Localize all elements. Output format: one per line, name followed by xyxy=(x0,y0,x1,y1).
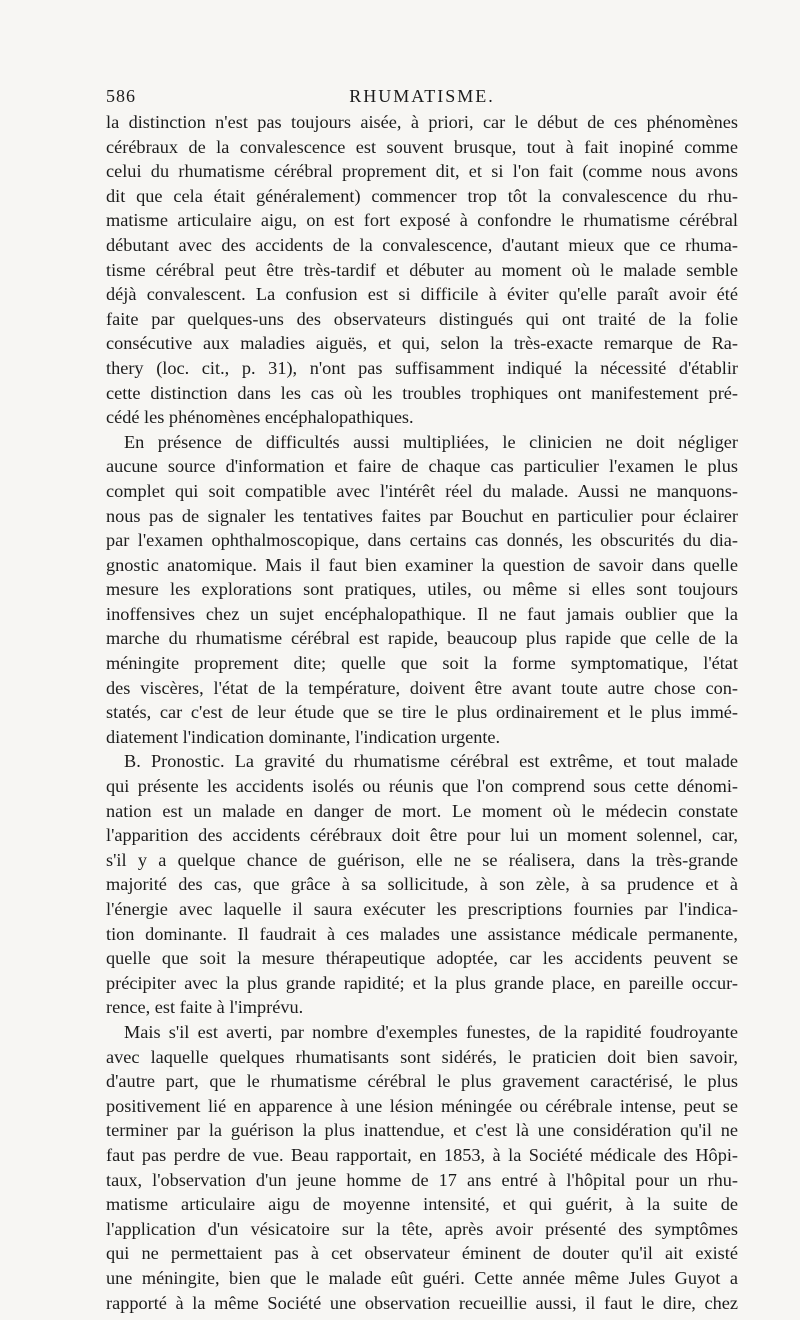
body-text xyxy=(106,110,738,1315)
text-line: statés, car c'est de leur étude que se tire le plus ordinairement et le plus immé- xyxy=(106,702,738,723)
text-line: complet qui soit compatible avec l'intérêt réel du malade. Aussi ne manquons- xyxy=(106,480,738,501)
paragraph-3 xyxy=(106,749,738,1020)
text-line: s'il y a quelque chance de guérison, elle ne se réalisera, dans la très-grande xyxy=(106,849,738,870)
text-line: positivement lié en apparence à une lésion méningée ou cérébrale intense, peut se xyxy=(106,1095,738,1116)
text-line: débutant avec des accidents de la convalescence, d'autant mieux que ce rhuma- xyxy=(106,234,738,255)
text-line: inoffensives chez un sujet encéphalopathique. Il ne faut jamais oublier que la xyxy=(106,603,738,624)
text-line: méningite proprement dite; quelle que soit la forme symptomatique, l'état xyxy=(106,653,738,674)
text-line: déjà convalescent. La confusion est si difficile à éviter qu'elle paraît avoir été xyxy=(106,284,738,305)
text-line: des viscères, l'état de la température, doivent être avant toute autre chose con- xyxy=(106,677,738,698)
text-line: rapporté à la même Société une observation recueillie aussi, il faut le dire, chez xyxy=(106,1292,738,1313)
text-line: consécutive aux maladies aiguës, et qui, selon la très-exacte remarque de Ra- xyxy=(106,333,738,354)
text-line: d'autre part, que le rhumatisme cérébral le plus gravement caractérisé, le plus xyxy=(106,1071,738,1092)
text-line: aucune source d'information et faire de chaque cas particulier l'examen le plus xyxy=(106,456,738,477)
text-line: faite par quelques-uns des observateurs distingués qui ont traité de la folie xyxy=(106,308,738,329)
text-line: une méningite, bien que le malade eût guéri. Cette année même Jules Guyot a xyxy=(106,1267,738,1288)
page-header xyxy=(106,86,738,110)
text-line: diatement l'indication dominante, l'indication urgente. xyxy=(106,726,501,747)
text-line: qui présente les accidents isolés ou réunis que l'on comprend sous cette dénomi- xyxy=(106,776,738,797)
text-line: matisme articulaire aigu, on est fort exposé à confondre le rhumatisme cérébral xyxy=(106,210,738,231)
paragraph-2 xyxy=(106,430,738,750)
text-line: terminer par la guérison la plus inattendue, et c'est là une considération qu'il ne xyxy=(106,1120,738,1141)
text-line: matisme articulaire aigu de moyenne intensité, et qui guérit, à la suite de xyxy=(106,1194,738,1215)
text-line: Mais s'il est averti, par nombre d'exemples funestes, de la rapidité foudroyante xyxy=(124,1021,738,1042)
text-line: celui du rhumatisme cérébral proprement dit, et si l'on fait (comme nous avons xyxy=(106,161,738,182)
text-line: taux, l'observation d'un jeune homme de 17 ans entré à l'hôpital pour un rhu- xyxy=(106,1169,738,1190)
text-line: dit que cela était généralement) commencer trop tôt la convalescence du rhu- xyxy=(106,185,738,206)
text-line: thery (loc. cit., p. 31), n'ont pas suffisamment indiqué la nécessité d'établir xyxy=(106,357,738,378)
text-line: rence, est faite à l'imprévu. xyxy=(106,997,304,1018)
text-line: l'énergie avec laquelle il saura exécuter les prescriptions fournies par l'indica- xyxy=(106,899,738,919)
text-line: faut pas perdre de vue. Beau rapportait, en 1853, à la Société médicale des Hôpi- xyxy=(106,1144,738,1165)
text-line: cédé les phénomènes encéphalopathiques. xyxy=(106,407,414,428)
text-line: nous pas de signaler les tentatives faites par Bouchut en particulier pour éclairer xyxy=(106,505,738,526)
text-line: cérébraux de la convalescence est souvent brusque, tout à fait inopiné comme xyxy=(106,136,738,157)
running-title: RHUMATISME. xyxy=(349,86,495,106)
text-line: tisme cérébral peut être très-tardif et débuter au moment où le malade semble xyxy=(106,259,738,280)
text-line: B. Pronostic. La gravité du rhumatisme cérébral est extrême, et tout malade xyxy=(124,751,738,772)
text-line: qui ne permettaient pas à cet observateur éminent de douter qu'il ait existé xyxy=(106,1243,738,1264)
text-line: mesure les explorations sont pratiques, utiles, ou même si elles sont toujours xyxy=(106,579,738,600)
text-line: cette distinction dans les cas où les troubles trophiques ont manifestement pré- xyxy=(106,382,738,403)
paragraph-1 xyxy=(106,110,738,430)
page-number: 586 xyxy=(106,86,136,106)
text-line: l'apparition des accidents cérébraux doit être pour lui un moment solennel, car, xyxy=(106,825,738,846)
text-line: gnostic anatomique. Mais il faut bien examiner la question de savoir dans quelle xyxy=(106,554,738,575)
text-line: l'application d'un vésicatoire sur la tête, après avoir présenté des symptômes xyxy=(106,1218,738,1239)
text-line: quelle que soit la mesure thérapeutique adoptée, car les accidents peuvent se xyxy=(106,948,738,969)
text-line: majorité des cas, que grâce à sa sollicitude, à son zèle, à sa prudence et à xyxy=(106,874,738,895)
text-line: avec laquelle quelques rhumatisants sont sidérés, le praticien doit bien savoir, xyxy=(106,1046,738,1067)
text-line: la distinction n'est pas toujours aisée, à priori, car le début de ces phénomènes xyxy=(106,112,738,132)
text-line: par l'examen ophthalmoscopique, dans certains cas donnés, les obscurités du dia- xyxy=(106,530,738,551)
text-line: En présence de difficultés aussi multipliées, le clinicien ne doit négliger xyxy=(124,431,738,452)
paragraph-4 xyxy=(106,1020,738,1315)
text-line: nation est un malade en danger de mort. Le moment où le médecin constate xyxy=(106,800,738,821)
text-line: précipiter avec la plus grande rapidité; et la plus grande place, en pareille occur- xyxy=(106,972,738,993)
text-line: marche du rhumatisme cérébral est rapide, beaucoup plus rapide que celle de la xyxy=(106,628,738,649)
text-line: tion dominante. Il faudrait à ces malades une assistance médicale permanente, xyxy=(106,923,738,944)
